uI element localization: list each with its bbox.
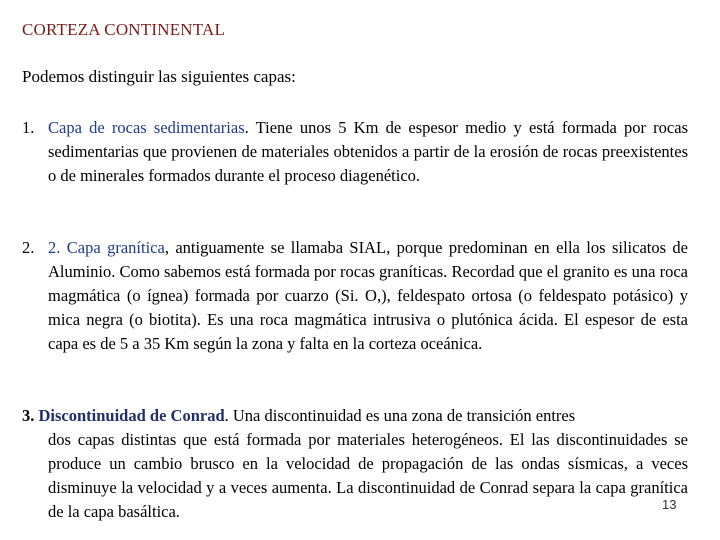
item-text: . Tiene unos 5 Km de espesor medio y está formada por rocas sedimentarias que provienen de materiales obtenidos a partir de la erosión de rocas preexistentes o de minerales formados durante el proceso diagenético. [48, 118, 688, 185]
list-item-2 [22, 236, 688, 356]
page-number: 13 [662, 497, 677, 512]
intro-text: Podemos distinguir las siguientes capas: [22, 67, 296, 86]
page-title: CORTEZA CONTINENTAL [22, 20, 226, 39]
item-term: granítica [107, 238, 165, 257]
item-text-first: . Una discontinuidad es una zona de transición entres [224, 406, 576, 425]
item-term: Capa de rocas sedimentarias [48, 118, 245, 137]
item-number: 2. [22, 238, 35, 257]
item-term: Discontinuidad de Conrad [38, 406, 225, 425]
item-number: 3. [22, 406, 35, 425]
item-text: dos capas distintas que está formada por materiales heterogéneos. El las discontinuidades se produce un cambio brusco en la velocidad de propagación de las ondas sísmicas, a veces disminuye la velocidad y a veces aumenta. La discontinuidad de Conrad separa la capa granítica de la capa basáltica. [48, 430, 688, 521]
item-number: 1. [22, 118, 35, 137]
item-text: , antiguamente se llamaba SIAL, porque predominan en ella los silicatos de Aluminio. Como sabemos está formada por rocas graníticas. Recordad que el granito es una roca magmática (o ígnea) formada por cuarzo (Si. O,), feldespato ortosa (o feldespato potásico) y mica negra (o biotita). Es una roca magmática intrusiva o plutónica ácida. El espesor de esta capa es de 5 a 35 Km según la zona y falta en la corteza oceánica. [48, 238, 689, 353]
list-item-3 [22, 404, 688, 524]
list-item-1 [22, 116, 688, 188]
item-term-prefix: 2. Capa [48, 238, 108, 257]
